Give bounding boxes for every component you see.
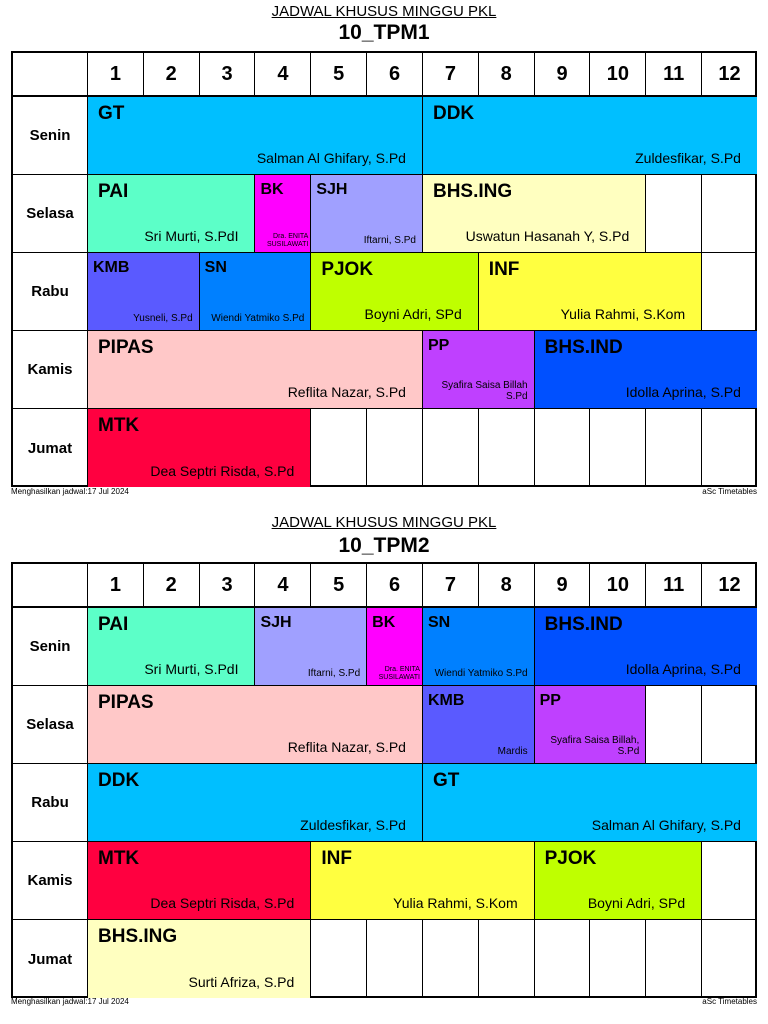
teacher-label: Dea Septri Risda, S.Pd <box>150 463 295 479</box>
subject-label: BK <box>260 181 284 198</box>
teacher-label: Dra. ENITA SUSILAWATI <box>378 666 420 681</box>
day-label: Rabu <box>31 794 69 811</box>
day-row <box>13 331 755 409</box>
subject-label: PAI <box>98 614 129 635</box>
teacher-label: Zuldesfikar, S.Pd <box>635 150 741 166</box>
teacher-label: Syafira Saisa Billah S.Pd <box>441 380 528 402</box>
day-row <box>13 608 755 686</box>
teacher-label: Yulia Rahmi, S.Kom <box>560 306 686 322</box>
lesson-cell[interactable] <box>534 331 757 408</box>
subject-label: KMB <box>93 259 130 276</box>
lesson-cell[interactable] <box>422 764 757 841</box>
teacher-label: Wiendi Yatmiko S.Pd <box>434 668 528 679</box>
lesson-cell[interactable] <box>310 175 422 252</box>
subject-label: DDK <box>432 103 475 124</box>
teacher-label: Dea Septri Risda, S.Pd <box>150 895 295 911</box>
period-header: 3 <box>199 564 255 606</box>
empty-slot[interactable] <box>701 842 757 919</box>
period-header: 8 <box>478 564 534 606</box>
day-label: Rabu <box>31 283 69 300</box>
teacher-label: Surti Afriza, S.Pd <box>188 974 295 990</box>
subject-label: SJH <box>316 181 348 198</box>
period-header: 8 <box>478 53 534 95</box>
day-row <box>13 409 755 487</box>
subject-label: PP <box>427 337 450 354</box>
day-label: Jumat <box>27 950 73 968</box>
teacher-label: Reflita Nazar, S.Pd <box>287 739 406 755</box>
lesson-cell[interactable] <box>310 842 533 919</box>
empty-slot[interactable] <box>589 920 645 998</box>
period-header: 4 <box>254 53 310 95</box>
teacher-label: Salman Al Ghifary, S.Pd <box>591 817 741 833</box>
empty-slot[interactable] <box>478 409 534 487</box>
brand-label: aSc Timetables <box>702 487 757 496</box>
day-row <box>13 764 755 842</box>
subject-label: MTK <box>98 415 140 436</box>
period-header: 4 <box>254 564 310 606</box>
subject-label: BK <box>372 614 396 631</box>
subject-label: GT <box>432 770 460 791</box>
subject-label: BHS.IND <box>544 614 623 635</box>
period-header: 10 <box>589 53 645 95</box>
lesson-cell[interactable] <box>422 175 645 252</box>
period-header-row <box>13 564 755 608</box>
period-header: 1 <box>87 564 143 606</box>
lesson-cell[interactable] <box>254 608 366 685</box>
class-name: 10_TPM2 <box>338 534 430 557</box>
class-name: 10_TPM1 <box>338 21 430 44</box>
teacher-label: Sri Murti, S.PdI <box>144 228 239 244</box>
empty-slot[interactable] <box>478 920 534 998</box>
subject-label: PIPAS <box>98 692 154 713</box>
brand-label: aSc Timetables <box>702 997 757 1006</box>
empty-slot[interactable] <box>366 409 422 487</box>
lesson-cell[interactable] <box>87 175 254 252</box>
lesson-cell[interactable] <box>87 409 310 487</box>
teacher-label: Sri Murti, S.PdI <box>144 661 239 677</box>
period-header: 5 <box>310 53 366 95</box>
generated-date: Menghasilkan jadwal:17 Jul 2024 <box>11 997 129 1006</box>
empty-slot[interactable] <box>422 409 478 487</box>
period-header: 2 <box>143 564 199 606</box>
subject-label: DDK <box>98 770 140 791</box>
period-header: 5 <box>310 564 366 606</box>
teacher-label: Syafira Saisa Billah, S.Pd <box>550 735 640 757</box>
subject-label: SN <box>427 614 451 631</box>
day-row <box>13 842 755 920</box>
subject-label: INF <box>488 259 520 280</box>
timetable-grid <box>11 562 757 998</box>
subject-label: PJOK <box>321 259 374 280</box>
empty-slot[interactable] <box>645 409 701 487</box>
day-label: Senin <box>29 127 71 144</box>
teacher-label: Iftarni, S.Pd <box>307 668 361 679</box>
subject-label: SN <box>204 259 227 276</box>
lesson-cell[interactable] <box>534 842 701 919</box>
period-header-row <box>13 53 755 97</box>
lesson-cell[interactable] <box>422 331 534 408</box>
timetable-title: JADWAL KHUSUS MINGGU PKL <box>271 3 497 20</box>
subject-label: GT <box>98 103 125 124</box>
empty-slot[interactable] <box>310 409 366 487</box>
teacher-label: Salman Al Ghifary, S.Pd <box>256 150 406 166</box>
empty-slot[interactable] <box>701 175 757 252</box>
period-header: 9 <box>534 564 590 606</box>
empty-slot[interactable] <box>701 253 757 330</box>
empty-slot[interactable] <box>589 409 645 487</box>
day-row <box>13 686 755 764</box>
teacher-label: Uswatun Hasanah Y, S.Pd <box>465 228 630 244</box>
lesson-cell[interactable] <box>87 842 310 919</box>
lesson-cell[interactable] <box>87 764 422 841</box>
day-label: Selasa <box>26 716 74 733</box>
empty-slot[interactable] <box>645 920 701 998</box>
teacher-label: Boyni Adri, SPd <box>364 306 462 322</box>
day-label: Selasa <box>26 205 74 222</box>
lesson-cell[interactable] <box>254 175 310 252</box>
lesson-cell[interactable] <box>422 97 757 174</box>
period-header: 3 <box>199 53 255 95</box>
period-header: 7 <box>422 53 478 95</box>
subject-label: INF <box>321 848 352 869</box>
subject-label: PP <box>539 692 561 709</box>
teacher-label: Boyni Adri, SPd <box>587 895 686 911</box>
period-header: 9 <box>534 53 590 95</box>
lesson-cell[interactable] <box>422 608 534 685</box>
subject-label: MTK <box>98 848 140 869</box>
teacher-label: Wiendi Yatmiko S.Pd <box>211 313 305 324</box>
lesson-cell[interactable] <box>199 253 311 330</box>
teacher-label: Zuldesfikar, S.Pd <box>300 817 406 833</box>
empty-slot[interactable] <box>701 686 757 763</box>
generated-date: Menghasilkan jadwal:17 Jul 2024 <box>11 487 129 496</box>
subject-label: KMB <box>427 692 465 709</box>
lesson-cell[interactable] <box>87 253 199 330</box>
day-label: Kamis <box>27 361 73 378</box>
lesson-cell[interactable] <box>534 686 646 763</box>
lesson-cell[interactable] <box>422 686 534 763</box>
period-header: 6 <box>366 53 422 95</box>
empty-slot[interactable] <box>422 920 478 998</box>
day-row <box>13 97 755 175</box>
subject-label: SJH <box>260 614 292 631</box>
day-row <box>13 920 755 998</box>
lesson-cell[interactable] <box>87 686 422 763</box>
day-row <box>13 175 755 253</box>
empty-slot[interactable] <box>645 686 701 763</box>
lesson-cell[interactable] <box>478 253 701 330</box>
teacher-label: Idolla Aprina, S.Pd <box>625 661 741 677</box>
empty-slot[interactable] <box>534 409 590 487</box>
lesson-cell[interactable] <box>87 920 310 998</box>
period-header: 11 <box>645 564 701 606</box>
day-row <box>13 253 755 331</box>
teacher-label: Mardis <box>497 746 528 757</box>
period-header: 11 <box>645 53 701 95</box>
teacher-label: Iftarni, S.Pd <box>363 235 416 246</box>
period-header: 7 <box>422 564 478 606</box>
empty-slot[interactable] <box>366 920 422 998</box>
subject-label: PJOK <box>544 848 597 869</box>
subject-label: BHS.ING <box>98 926 178 947</box>
period-header: 12 <box>701 53 757 95</box>
subject-label: BHS.ING <box>432 181 513 202</box>
period-header: 10 <box>589 564 645 606</box>
day-label: Senin <box>29 638 71 655</box>
empty-slot[interactable] <box>534 920 590 998</box>
day-label: Jumat <box>27 439 73 457</box>
teacher-label: Idolla Aprina, S.Pd <box>625 384 741 400</box>
teacher-label: Dra. ENITA SUSILAWATI <box>266 233 309 248</box>
empty-slot[interactable] <box>645 175 701 252</box>
subject-label: PAI <box>98 181 129 202</box>
lesson-cell[interactable] <box>366 608 422 685</box>
lesson-cell[interactable] <box>87 608 254 685</box>
period-header: 2 <box>143 53 199 95</box>
teacher-label: Yulia Rahmi, S.Kom <box>393 895 518 911</box>
period-header: 12 <box>701 564 757 606</box>
day-label: Kamis <box>27 872 73 889</box>
teacher-label: Reflita Nazar, S.Pd <box>287 384 406 400</box>
subject-label: BHS.IND <box>544 337 623 358</box>
period-header: 6 <box>366 564 422 606</box>
subject-label: PIPAS <box>98 337 154 358</box>
teacher-label: Yusneli, S.Pd <box>133 313 193 324</box>
lesson-cell[interactable] <box>87 331 422 408</box>
timetable-grid <box>11 51 757 487</box>
lesson-cell[interactable] <box>534 608 757 685</box>
empty-slot[interactable] <box>701 409 757 487</box>
empty-slot[interactable] <box>310 920 366 998</box>
timetable-title: JADWAL KHUSUS MINGGU PKL <box>271 514 497 531</box>
lesson-cell[interactable] <box>87 97 422 174</box>
period-header: 1 <box>87 53 143 95</box>
empty-slot[interactable] <box>701 920 757 998</box>
lesson-cell[interactable] <box>310 253 477 330</box>
